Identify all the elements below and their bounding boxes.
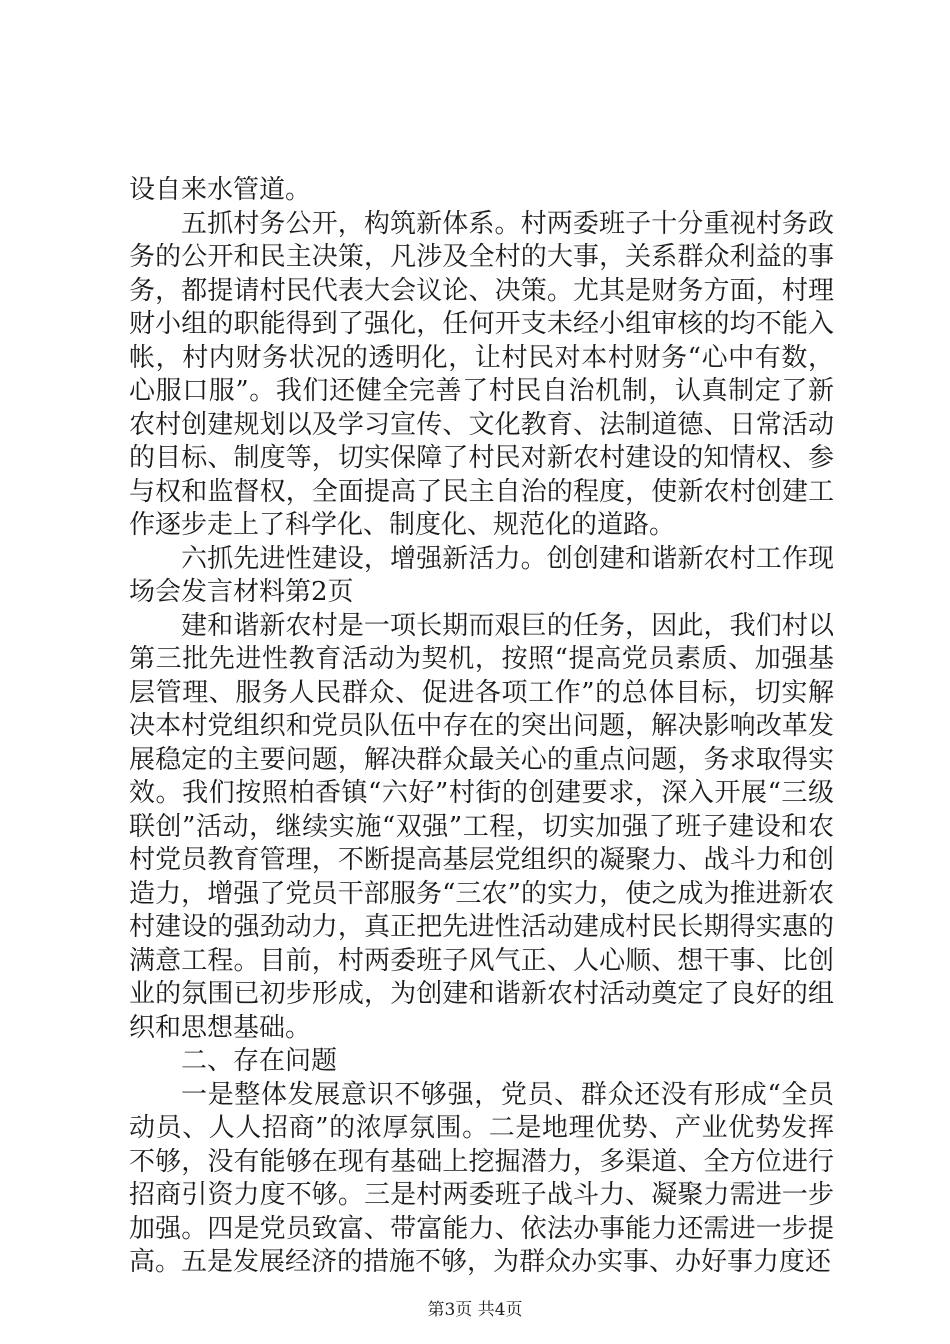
paragraph-3: 六抓先进性建设，增强新活力。创创建和谐新农村工作现场会发言材料第2页 bbox=[129, 543, 834, 607]
paragraph-2: 五抓村务公开，构筑新体系。村两委班子十分重视村务政务的公开和民主决策，凡涉及全村的大事，关系群众利益的事务，都提请村民代表大会议论、决策。尤其是财务方面，村理财小组的职能得到了强化，任何开支未经小组审核的均不能入帐，村内财务状况的透明化，让村民对本村财务“心中有数，心服口服”。我们还健全完善了村民自治机制，认真制定了新农村创建规划以及学习宣传、文化教育、法制道德、日常活动的目标、制度等，切实保障了村民对新农村建设的知情权、参与权和监督权，全面提高了民主自治的程度，使新农村创建工作逐步走上了科学化、制度化、规范化的道路。 bbox=[129, 208, 834, 540]
paragraph-1: 设自来水管道。 bbox=[129, 175, 312, 205]
paragraph-4: 建和谐新农村是一项长期而艰巨的任务，因此，我们村以第三批先进性教育活动为契机，按照“提高党员素质、加强基层管理、服务人民群众、促进各项工作”的总体目标，切实解决本村党组织和党员队伍中存在的突出问题，解决影响改革发展稳定的主要问题，解决群众最关心的重点问题，务求取得实效。我们按照柏香镇“六好”村街的创建要求，深入开展“三级联创”活动，继续实施“双强”工程，切实加强了班子建设和农村党员教育管理，不断提高基层党组织的凝聚力、战斗力和创造力，增强了党员干部服务“三农”的实力，使之成为推进新农村建设的强劲动力，真正把先进性活动建成村民长期得实惠的满意工程。目前，村两委班子风气正、人心顺、想干事、比创业的氛围已初步形成，为创建和谐新农村活动奠定了良好的组织和思想基础。 bbox=[129, 610, 834, 1043]
paragraph-6: 一是整体发展意识不够强，党员、群众还没有形成“全员动员、人人招商”的浓厚氛围。二是地理优势、产业优势发挥不够，没有能够在现有基础上挖掘潜力，多渠道、全方位进行招商引资力度不够。三是村两委班子战斗力、凝聚力需进一步加强。四是党员致富、带富能力、依法办事能力还需进一步提高。五是发展经济的措施不够，为群众办实事、办好事力度还 bbox=[129, 1079, 834, 1277]
section-heading-problems: 二、存在问题 bbox=[181, 1046, 338, 1076]
document-body bbox=[129, 174, 834, 1280]
page-number-footer: 第3页 共4页 bbox=[427, 1300, 523, 1320]
